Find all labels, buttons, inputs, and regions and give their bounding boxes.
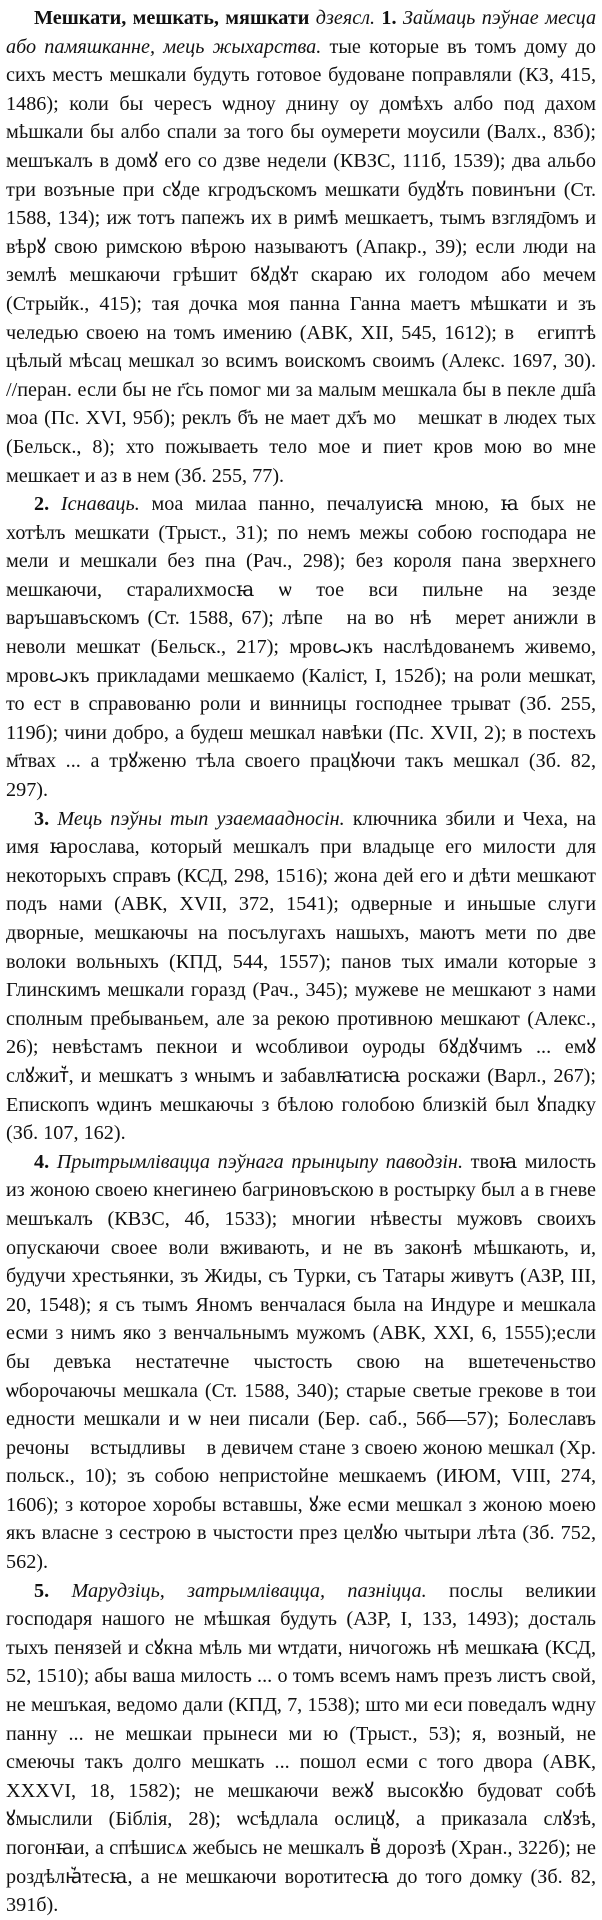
sense-5	[6, 1577, 596, 1920]
sense-4	[6, 1148, 596, 1577]
headword: Мешкати, мешкать, мяшкати	[34, 7, 310, 29]
sense-1	[6, 4, 596, 490]
sense-number: 3.	[34, 807, 50, 830]
sense-definition: Мець пэўны тып узаемаадносін.	[57, 807, 345, 830]
sense-number: 5.	[34, 1579, 50, 1602]
sense-citations: тые которые въ томъ дому до сихъ местъ мешкали будуть готовое будоване поправляли (КЗ, 415, 1486); коли бы чересъ ѡдноу днину оу домѣхъ албо под дахом мҍшкали бы албо спали за того бы оумерети моусили (Валх., 83б); мешъкалъ в домꙋ его со дзве недели (КВЗС, 111б, 1539); два альбо три возъные при сꙋде кгродъскомъ мешкати будꙋть повинъни (Ст. 1588, 134); иж тотъ папежъ их в римѣ мешкаетъ, тымъ взгляд̄омъ и вѣрꙋ свою римскою вѣрою называютъ (Апакр., 39); если люди на землѣ мешкаючи грѣшит бꙋдꙋт скараю их голодом або мечем (Стрыйк., 415); тая дочка моя панна Ганна маетъ мѣшкати и зъ челедью своею на томъ имению (АВК, XII, 545, 1612); в꙽ египтѣ цѣлый мѣсац мешкал зо всимъ воискомъ своимъ (Алекс. 1697, 30). //перан. если бы не г҃сь помог ми за малым мешкала бы в пекле дш҃а моа (Пс. XVI, 95б); реклъ б҃ъ не мает дх҃ъ мо꙽ мешкат в людех тых (Бельск., 8); хто пожываеть тело мое и пиет кров мою во мне мешкает и аз в нем (Зб. 255, 77).	[6, 35, 596, 487]
sense-definition: Існаваць.	[60, 493, 140, 516]
sense-number: 4.	[34, 1150, 50, 1173]
part-of-speech: дзеясл.	[315, 7, 376, 29]
sense-citations: ключника збили и Чеха, на имя ꙗрослава, который мешкалъ при владыце его милости для некоторыхъ справъ (КСД, 298, 1516); жона дей его и дѣти мешкают подъ нами (АВК, XVII, 372, 1541); одверные и иньшые слуги дворные, мешкаючы на посълугахъ нашыхъ, маютъ мети по две волоки вольныхъ (КПД, 544, 1557); панов тых имали которые з Глинскимъ мешкали горазд (Рач., 345); мужеве не мешкают з нами сполным пребываньем, але за рекою противною мешкают (Алекс., 26); невѣстамъ пекнои и ѡсобливои оуроды бꙋдꙋчимъ ... емꙋ слꙋжит꙽, и мешкатъ з ѡнымъ и забавлꙗтисꙗ роскажи (Варл., 267); Епископъ ѡдинъ мешкаючы з бѣлою голобою близкій был ꙋпадку (Зб. 107, 162).	[6, 807, 597, 1145]
sense-definition: Прытрымлівацца пэўнага прынцыпу паводзін.	[56, 1150, 463, 1173]
sense-definition: Займаць пэўнае месца або памяшканне, мець жыхарства.	[6, 7, 597, 58]
sense-citations: послы великии господаря нашого не мѣшкая будуть (АЗР, І, 133, 1493); досталь тыхъ пенязей и сꙋкна мѣль ми ѡтдати, ничогожь нѣ мешкаꙗ (КСД, 52, 1510); абы ваша милость ... о томъ всемъ намъ презъ листъ свой, не мешъкая, ведомо дали (КПД, 7, 1538); што ми еси поведалъ ѡдну панну ... не мешкаи прынеси ми ю (Трыст., 53); я, возный, не смеючы такъ долго мешкать ... пошол есми с того двора (АВК, XXXVI, 18, 1582); не мешкаючи вежꙋ высокꙋю будоват собѣ ꙋмыслили (Біблія, 28); ѡсѣдлала ослицꙋ, а приказала слꙋзѣ, погонꙗи, а спѣшисѧ жебысь не мешкалъ в꙽ дорозѣ (Хран., 322б); не роздѣлꙗ꙽тесꙗ, а не мешкаючи воротитесꙗ до того домку (Зб. 82, 391б).	[6, 1579, 596, 1917]
sense-number: 2.	[34, 493, 50, 516]
sense-3	[6, 805, 596, 1148]
sense-definition: Марудзіць, затрымлівацца, пазніцца.	[71, 1579, 427, 1602]
sense-citations: моа милаа панно, печалуисꙗ мною, ꙗ бых не хотѣлъ мешкати (Трыст., 31); по немъ межы собою господара не мели и мешкали без пна (Рач., 298); без короля пана зверхнего мешкаючи, старалихмосꙗ ѡ тое вси пильне на зезде варъшавъскомъ (Ст. 1588, 67); лѣпе꙽ на во꙽нѣ ꙋмерет анижли в неволи мешкат (Бельск., 217); мровꙍкъ наслѣдованемъ живемо, мровꙍкъ прикладами мешкаемо (Каліст, І, 152б); на роли мешкат, то ест в справованю роли и винницы господнее трыват (Зб. 255, 119б); чини добро, а будеш мешкал навѣки (Пс. XVII, 2); в постехъ м҃твах ... а трꙋженю тѣла своего працꙋючи такъ мешкал (Зб. 82, 297).	[6, 493, 597, 802]
sense-2	[6, 490, 596, 805]
sense-number: 1.	[381, 7, 397, 29]
sense-citations: твоꙗ милость из жоною своею кнегинею багриновъскою в ростырку был а в гневе мешъкалъ (КВЗС, 4б, 1533); многии нѣвесты мужовъ своихъ опускаючи своее воли вживають, и не въ законѣ мѣшкають, и, будучи хрестьянки, зъ Жиды, съ Турки, съ Татары живутъ (АЗР, III, 20, 1548); я съ тымъ Яномъ венчалася была на Индуре и мешкала есми з нимъ яко з венчальнымъ мужомъ (АВК, XXI, 6, 1555);если бы девъка нестатечне чыстость свою на вшетеченьство ѡборочаючы мешкала (Ст. 1588, 340); старые светые грекове в тои едности мешкали и ѡ неи писали (Бер. саб., 56б—57); Болеславъ речоны꙽ встыдливы꙽ в девичем стане з своею жоною мешкал (Хр. польск., 10); зъ собою непристойне мешкаемъ (ИЮМ, VIII, 274, 1606); з которое хоробы вставшы, ꙋже есми мешкал з жоною моею якъ власне з сестрою в чыстости през целꙋю чытыри лѣта (Зб. 752, 562).	[6, 1150, 597, 1574]
